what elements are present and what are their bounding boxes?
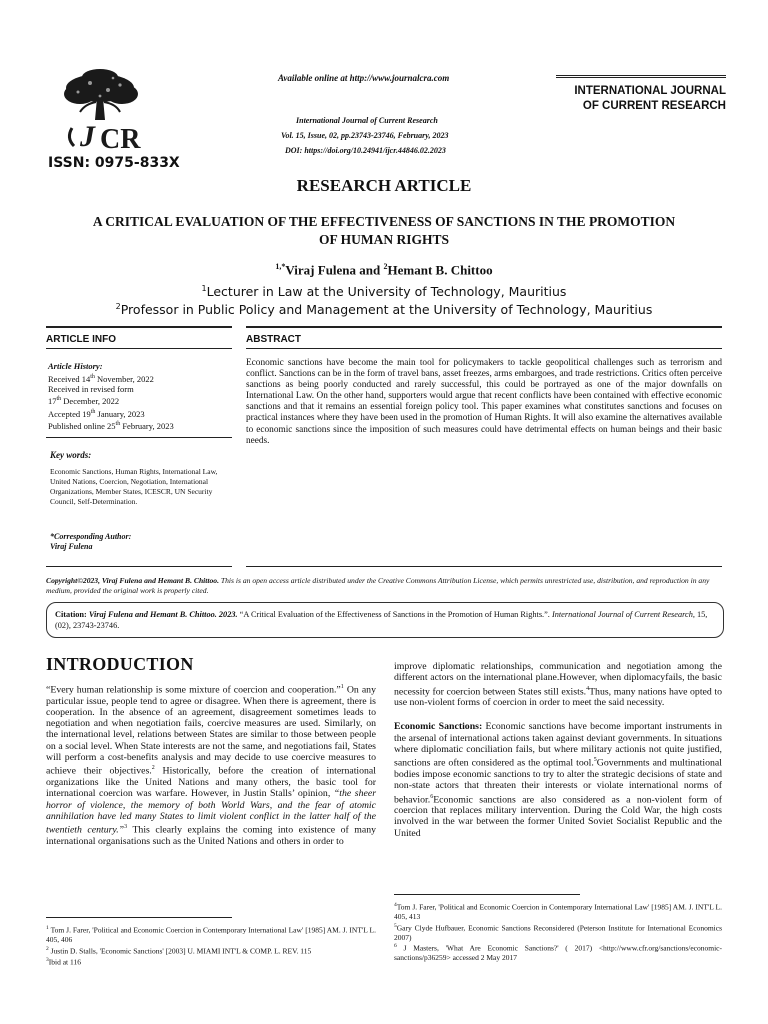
footnote: $^3$Ibid at 116 [46,956,81,966]
keywords-heading: Key words: [50,450,92,460]
svg-text:J: J [80,120,95,152]
title-line1: A CRITICAL EVALUATION OF THE EFFECTIVENESS OF SANCTIONS IN THE PROMOTION [92,214,676,229]
history-label: Article History: [48,361,103,371]
keywords-list: Economic Sanctions, Human Rights, International Law, United Nations, Coercion, Negotiation, International Organizations, Member States, ICESCR, UN Security Council, Self-Determination. [50,467,218,506]
paragraph: improve diplomatic relationships, communication and negotiation among the different actors on the international plane.However, when diplomacyfails, the basic necessity for coercion between States still exists.$^4$Thus, many nations have opted to use non-violent forms of coercion in order to meet the said necessity. [394,661,722,709]
author-and: and [356,262,384,278]
journal-logo [50,68,150,152]
body-column-left: “Every human relationship is some mixture of coercion and cooperation.”$^1$ On any particular issue, people tend to agree or disagree. When there is agreement, there is cooperation. In the absence of an agreement, disagreement sometimes leads to negotiation and when negotiation fails, coercive measures are used. Similarly, on the international level, relations between States are similar to those between people on a social level. When State interests are not the same, and negotiations fail, States will perform a cost-benefits analysis and may decide to use coercive measures to achieve their objectives.$^2$ Historically, before the creation of international organizations like the United Nations and many others, the basic tool for international coercion was warfare. However, in Justin Stalls’ opinion, “the sheer horror of violence, the memory of both World Wars, and the fear of atomic annihilation have led many States to limit violent conflict in the latter half of the twentieth century.”$^3$ This clearly explains the coming into existence of many international organisations such as the United Nations and others in order to [46,684,377,847]
footnotes-left [46,924,376,967]
footnote: $^6$ J Masters, 'What Are Economic Sanctions?' ( 2017) <http://www.cfr.org/sanctions/economic-sanctions/p36259> accessed 2 May 2017 [394,943,722,962]
aff1-text: Lecturer in Law at the University of Technology, Mauritius [206,284,567,300]
authors [0,262,768,278]
published-date: Published online 25th February, 2023 [48,420,174,431]
revised-label: Received in revised form [48,383,134,394]
econ-heading: Economic Sanctions: [394,721,483,733]
revised-date: 17th December, 2022 [48,396,120,407]
journal-name-line1: INTERNATIONAL JOURNAL [574,85,726,97]
footnote: $^1$ Tom J. Farer, 'Political and Economic Coercion in Contemporary International Law' [1985] AM. J. INT'L L. 405, 406 [46,925,376,944]
footnote: $^4$Tom J. Farer, 'Political and Economic Coercion in Contemporary International Law' [1985] AM. J. INT'L L. 405, 413 [394,902,722,921]
divider [46,437,232,438]
aff2-sup: 2 [115,302,121,311]
citation-journal: International Journal of Current Research [549,610,693,619]
divider [46,326,232,328]
corresponding-author [50,532,131,552]
article-info-heading: ARTICLE INFO [46,334,116,345]
journal-name-box [556,75,726,114]
citation-quote: “A Critical Evaluation of the Effectiveness of Sanctions in the Promotion of Human Rights.”. [237,610,550,619]
aff1-sup: 1 [201,284,207,293]
title-line2: OF HUMAN RIGHTS [318,232,449,247]
footnote-divider [394,894,580,895]
divider [246,348,722,349]
footnote: $^2$ Justin D. Stalls, 'Economic Sanctions' [2003] U. MIAMI INT'L & COMP. L. REV. 115 [46,945,312,955]
corresponding-name: Viraj Fulena [50,542,93,551]
author1-sup: 1,* [275,262,286,271]
aff2-text: Professor in Public Policy and Management at the University of Technology, Mauritius [120,302,653,318]
article-history [48,361,232,431]
divider [246,566,722,567]
available-online-text: Available online at http://www.journalcra.com [278,73,450,83]
footnote: $^5$Gary Clyde Hufbauer, Economic Sanctions Reconsidered (Peterson Institute for International Economics 2007) [394,922,722,942]
abstract-heading: ABSTRACT [246,334,301,345]
accepted-date: Accepted 19th January, 2023 [48,408,145,419]
journal-name-line2: OF CURRENT RESEARCH [582,100,726,112]
citation-box [46,602,724,638]
received-date: Received 14th November, 2022 [48,373,154,384]
citation-label: Citation: [55,610,87,619]
svg-text:CR: CR [100,124,141,152]
article-type: RESEARCH ARTICLE [296,176,472,195]
divider [46,566,232,567]
author2-name: Hemant B. Chittoo [387,262,493,278]
citation-details: , 15, (02), 23743-23746. [55,610,708,630]
divider [246,326,722,328]
volume-line: Vol. 15, Issue, 02, pp.23743-23746, February, 2023 [281,131,449,140]
body-column-right [394,661,722,839]
article-title [55,213,713,249]
journal-name-center: International Journal of Current Research [296,116,438,125]
issn-label: ISSN: 0975-833X [48,155,180,171]
paragraph: Economic Sanctions: Economic sanctions have become important instruments in the arsenal of international actions taken against deviant governments. In situations where diplomatic conciliation fails, but where military actionis not quite justified, sanctions are often considered as the optimal tool.$^5$Governments and multinational bodies impose economic sanctions to try to alter the strategic decisions of state and non-state actors that threaten their interests or violate international norms of behavior.$^6$Economic sanctions are also considered as a non-violent form of coercion that replaces military intervention. During the Cold War, the high costs involved in the war between the former United Soviet Socialist Republic and the United [394,721,723,839]
introduction-heading: INTRODUCTION [46,654,194,674]
doi-line: DOI: https://doi.org/10.24941/ijcr.44846.02.2023 [285,146,446,155]
footnote-divider [46,917,232,918]
corresponding-label: *Corresponding Author: [50,532,132,541]
citation-authors: Viraj Fulena and Hemant B. Chittoo. 2023. [86,610,238,619]
divider [46,348,232,349]
author2-sup: 2 [383,262,388,271]
affiliation-1 [0,284,768,299]
copyright-notice: Copyright©2023, Viraj Fulena and Hemant B. Chittoo. This is an open access article distributed under the Creative Commons Attribution License, which permits unrestricted use, distribution, and reproduction in any medium, provided the original work is properly cited. [46,576,710,595]
abstract-text: Economic sanctions have become the main tool for policymakers to tackle geopolitical challenges such as terrorism and conflict. Sanctions can be in the form of travel bans, asset freezes, arms embargoes, and trade restrictions. Critics often perceive sanctions as being poorly conducted and rarely successful, this could be portrayed as one of the major downfalls on International Law. On the other hand, supporters would argue that recent conflicts have been contained with effective economic sanctions and that it remains an essential foreign policy tool. This paper examines what constitutes sanctions and focuses on practical instances where they have been used in the promotion of Human Rights. It will also examine the alternatives available to economic sanctions since the imposition of such measures could have detrimental effects on human beings and their basic needs. [246,358,722,446]
affiliation-2 [0,302,768,317]
author1-name: Viraj Fulena [285,262,357,278]
footnotes-right [394,901,722,963]
